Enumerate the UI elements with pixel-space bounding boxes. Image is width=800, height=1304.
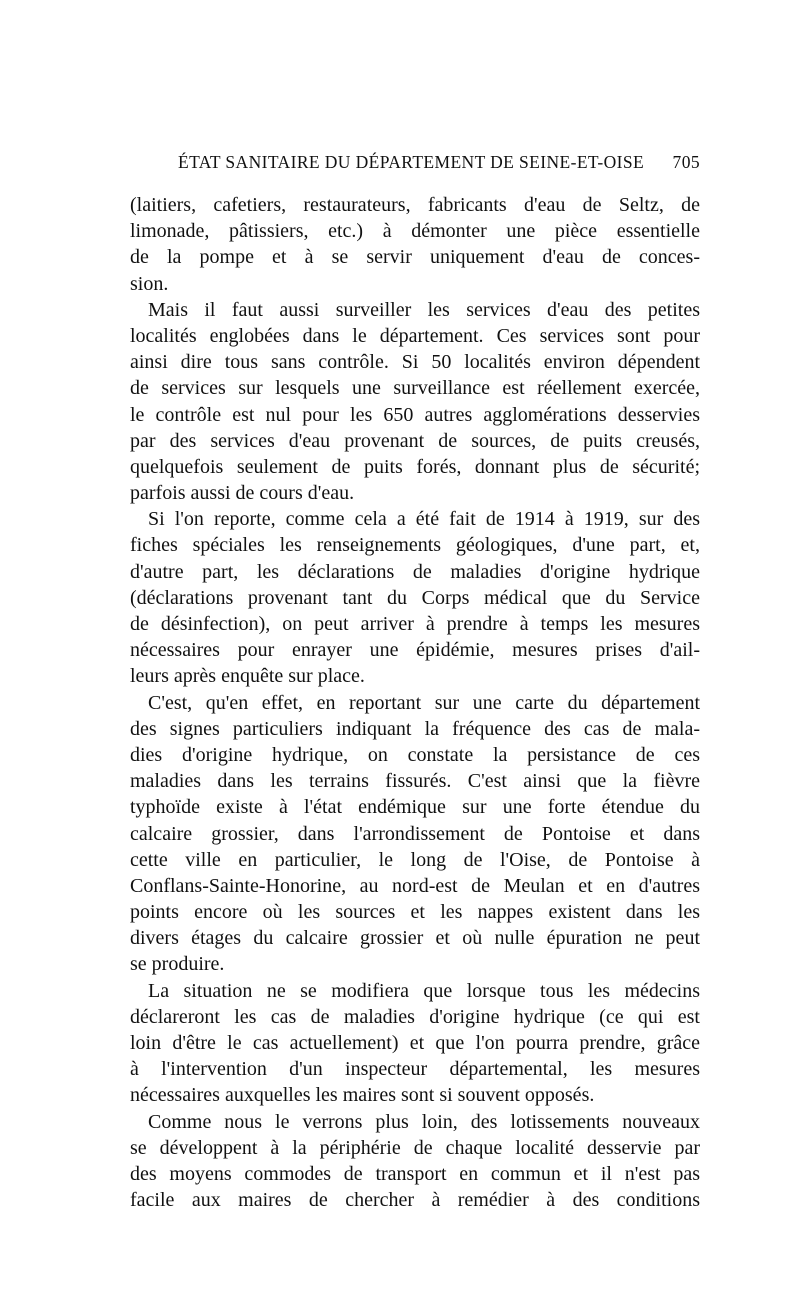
text-line: de services sur lesquels une surveillance est réellement exercée, [130,377,700,400]
text-line: cette ville en particulier, le long de l'Oise, de Pontoise à [130,848,700,871]
text-line: La situation ne se modifiera que lorsque tous les médecins [148,979,700,1002]
text-line: dies d'origine hydrique, on constate la persistance de ces [130,743,700,766]
text-line: se développent à la périphérie de chaque localité desservie par [130,1136,700,1159]
text-line: des signes particuliers indiquant la fréquence des cas de mala- [130,717,700,740]
text-line: fiches spéciales les renseignements géologiques, d'une part, et, [130,534,700,557]
text-line: le contrôle est nul pour les 650 autres agglomérations desservies [130,403,700,426]
text-line: Comme nous le verrons plus loin, des lotissements nouveaux [148,1110,700,1133]
running-title: ÉTAT SANITAIRE DU DÉPARTEMENT DE SEINE-ET-OISE [178,152,645,172]
text-line: leurs après enquête sur place. [130,665,365,688]
text-line: (laitiers, cafetiers, restaurateurs, fabricants d'eau de Seltz, de [130,194,700,216]
text-line: ainsi dire tous sans contrôle. Si 50 localités environ dépendent [130,351,700,374]
text-line: de la pompe et à se servir uniquement d'eau de conces- [130,246,700,269]
body-text [130,192,700,1213]
text-line: parfois aussi de cours d'eau. [130,482,355,505]
text-line: facile aux maires de chercher à remédier à des conditions [130,1189,700,1212]
text-line: des moyens commodes de transport en commun et il n'est pas [130,1162,700,1185]
text-line: à l'intervention d'un inspecteur départemental, les mesures [130,1058,700,1081]
text-line: sion. [130,272,169,295]
text-line: (déclarations provenant tant du Corps médical que du Service [130,586,700,609]
text-line: Si l'on reporte, comme cela a été fait de 1914 à 1919, sur des [148,508,700,531]
text-line: points encore où les sources et les nappes existent dans les [130,901,700,924]
text-line: nécessaires pour enrayer une épidémie, mesures prises d'ail- [130,639,700,662]
text-line: se produire. [130,953,225,976]
text-line: Conflans-Sainte-Honorine, au nord-est de Meulan et en d'autres [130,874,700,897]
page-number: 705 [672,152,700,172]
text-line: Mais il faut aussi surveiller les services d'eau des petites [148,298,700,321]
text-line: quelquefois seulement de puits forés, donnant plus de sécurité; [130,455,700,478]
text-line: maladies dans les terrains fissurés. C'est ainsi que la fièvre [130,770,700,793]
text-line: calcaire grossier, dans l'arrondissement de Pontoise et dans [130,822,700,845]
text-line: par des services d'eau provenant de sources, de puits creusés, [130,429,700,452]
text-line: typhoïde existe à l'état endémique sur une forte étendue du [130,796,700,819]
text-line: loin d'être le cas actuellement) et que l'on pourra prendre, grâce [130,1032,700,1054]
text-line: d'autre part, les déclarations de maladies d'origine hydrique [130,560,700,583]
text-line: localités englobées dans le département. Ces services sont pour [130,324,700,347]
text-line: divers étages du calcaire grossier et où nulle épuration ne peut [130,927,700,950]
text-line: de désinfection), on peut arriver à prendre à temps les mesures [130,613,700,635]
text-line: C'est, qu'en effet, en reportant sur une carte du département [148,691,700,714]
text-line: déclareront les cas de maladies d'origine hydrique (ce qui est [130,1005,700,1028]
text-line: nécessaires auxquelles les maires sont si souvent opposés. [130,1084,595,1107]
text-line: limonade, pâtissiers, etc.) à démonter une pièce essentielle [130,220,700,243]
running-header [130,152,700,180]
